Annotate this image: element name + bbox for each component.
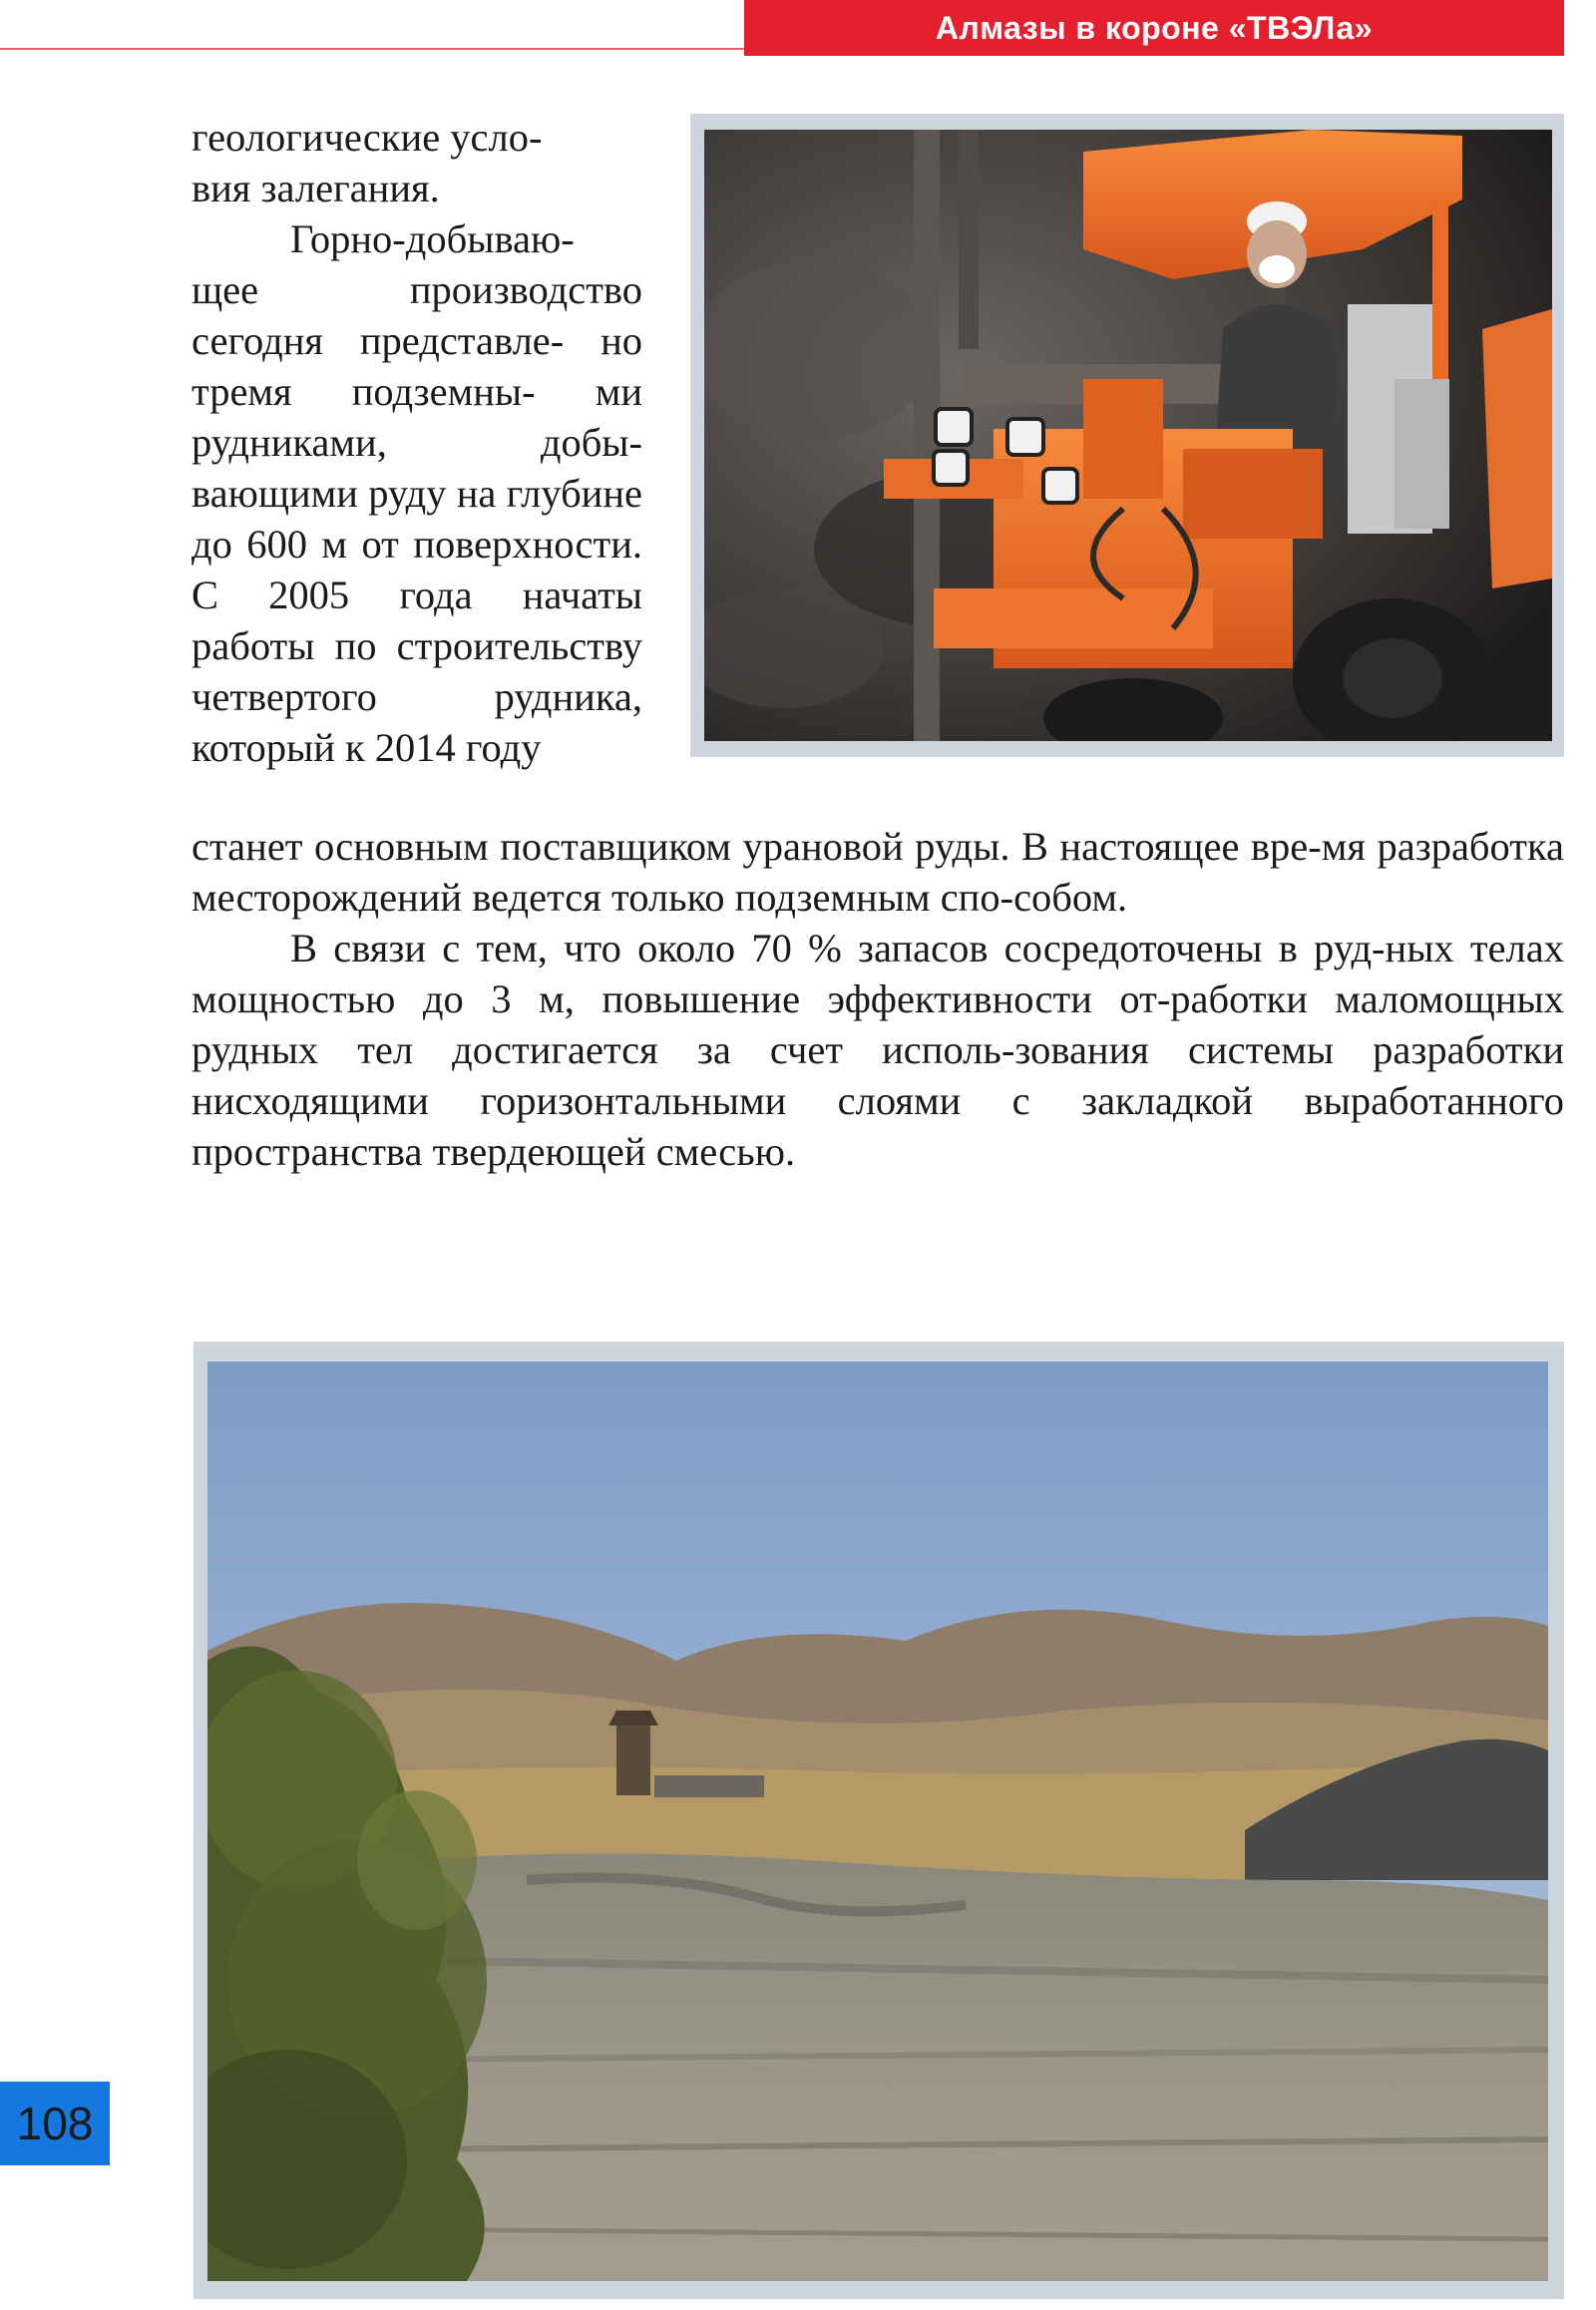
column-text <box>192 112 642 773</box>
text-line: глубине до 600 м от <box>192 471 643 567</box>
text-line: вия залегания. <box>192 166 440 210</box>
column-paragraph <box>192 213 642 773</box>
text-line: поверхности. С 2005 <box>192 522 643 617</box>
text-line: геологические усло- <box>192 115 543 160</box>
paragraph-continuation: станет основным поставщиком урановой руды. В настоящее вре-мя разработка месторождений ведется только подземным спо-собом. <box>192 824 1564 920</box>
header-rule <box>0 48 758 50</box>
text-line: который к 2014 году <box>192 725 542 770</box>
text-line: но тремя подземны- <box>192 318 643 414</box>
running-header-title: Алмазы в короне «ТВЭЛа» <box>744 0 1564 56</box>
text-line: щее производство <box>192 267 642 312</box>
top-photo-frame <box>690 114 1564 757</box>
text-line: четвертого рудника, <box>192 674 642 719</box>
text-line: вающими руду на <box>192 471 497 516</box>
text-line: года начаты работы <box>192 573 642 668</box>
text-line: ми рудниками, добы- <box>192 369 643 465</box>
text-line: сегодня представле- <box>192 318 565 363</box>
page-number: 108 <box>0 2082 110 2165</box>
full-width-text <box>192 821 1564 1177</box>
bottom-photo-frame <box>194 1342 1564 2299</box>
column-opening-lines <box>192 112 642 213</box>
text-line: Горно-добываю- <box>290 216 575 261</box>
underground-mining-photo <box>704 130 1552 741</box>
text-line: по строительству <box>334 623 642 668</box>
open-pit-photo <box>207 1361 1548 2281</box>
paragraph: В связи с тем, что около 70 % запасов сосредоточены в руд-ных телах мощностью до 3 м, повышение эффективности от-работки маломощных рудных тел достигается за счет исполь-зования системы разработки нисходящими горизонтальными слоями с закладкой выработанного пространства твердеющей смесью. <box>192 926 1564 1174</box>
